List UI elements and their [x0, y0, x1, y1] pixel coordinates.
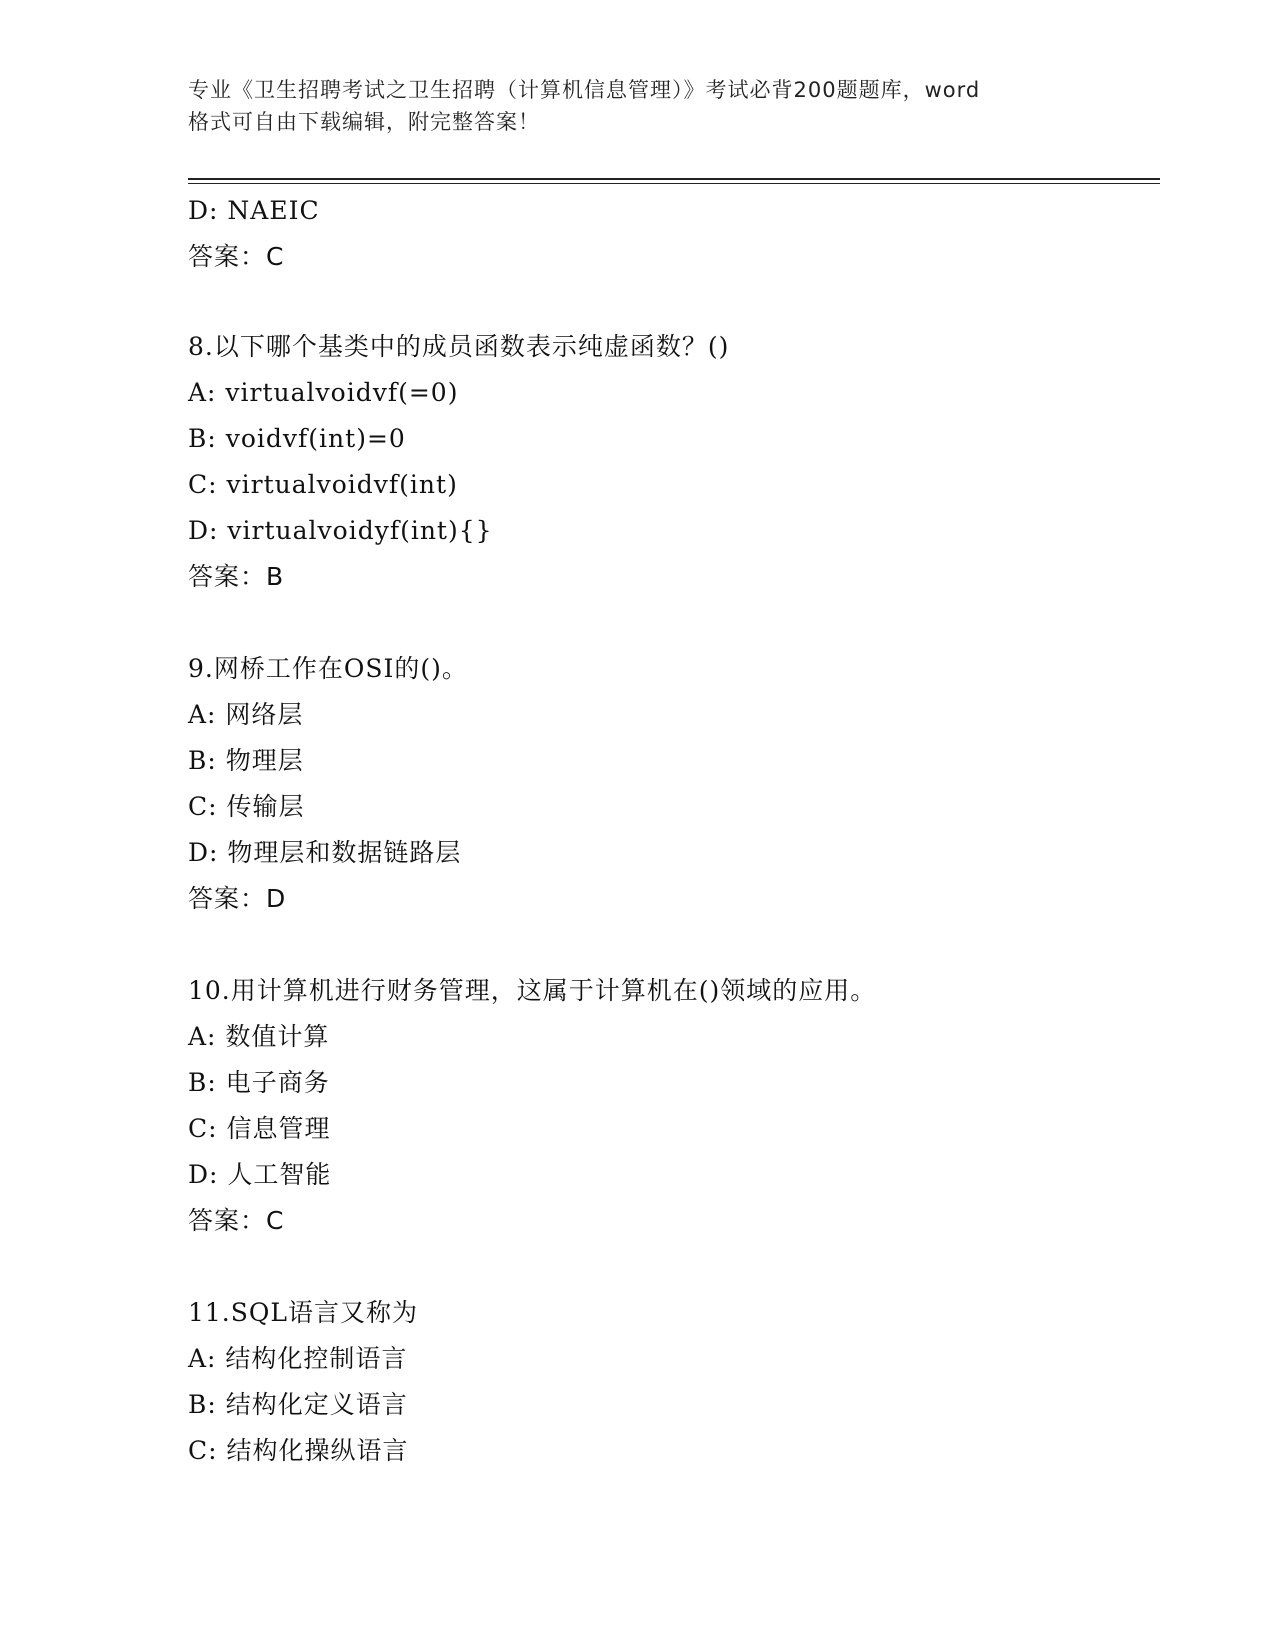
option-b: B: voidvf(int)=0 [188, 424, 406, 453]
question-8 [188, 324, 1148, 646]
question-11 [188, 1290, 1148, 1474]
spacer [188, 280, 1148, 324]
spacer [188, 600, 1148, 646]
option-a: A: 数值计算 [188, 1022, 330, 1051]
header-divider-thick [188, 178, 1160, 180]
question-stem: 11.SQL语言又称为 [188, 1298, 418, 1327]
option-b: B: 物理层 [188, 746, 304, 775]
answer-line: 答案：D [188, 884, 287, 913]
answer-line: 答案：C [188, 1206, 285, 1235]
question-stem: 9.网桥工作在OSI的()。 [188, 654, 468, 683]
option-a: A: 结构化控制语言 [188, 1344, 408, 1373]
answer-line: 答案：C [188, 242, 285, 271]
option-c: C: 传输层 [188, 792, 305, 821]
header-line-1: 专业《卫生招聘考试之卫生招聘（计算机信息管理）》考试必背200题题库，word [188, 78, 981, 102]
option-d: D: virtualvoidyf(int){} [188, 516, 493, 545]
option-b: B: 电子商务 [188, 1068, 330, 1097]
option-d: D: 物理层和数据链路层 [188, 838, 462, 867]
header-divider-thin [188, 183, 1160, 184]
spacer [188, 1244, 1148, 1290]
option-d: D: 人工智能 [188, 1160, 332, 1189]
question-10 [188, 968, 1148, 1290]
option-d: D: NAEIC [188, 196, 320, 225]
document-body [188, 188, 1148, 1474]
option-c: C: 信息管理 [188, 1114, 331, 1143]
header-line-2: 格式可自由下载编辑，附完整答案！ [188, 110, 540, 134]
option-c: C: virtualvoidvf(int) [188, 470, 458, 499]
page-header [188, 74, 1118, 138]
question-9 [188, 646, 1148, 968]
option-a: A: 网络层 [188, 700, 304, 729]
answer-line: 答案：B [188, 562, 285, 591]
option-c: C: 结构化操纵语言 [188, 1436, 409, 1465]
question-stem: 8.以下哪个基类中的成员函数表示纯虚函数？() [188, 332, 730, 361]
spacer [188, 922, 1148, 968]
option-a: A: virtualvoidvf(=0) [188, 378, 459, 407]
option-b: B: 结构化定义语言 [188, 1390, 408, 1419]
question-stem: 10.用计算机进行财务管理，这属于计算机在()领域的应用。 [188, 976, 877, 1005]
